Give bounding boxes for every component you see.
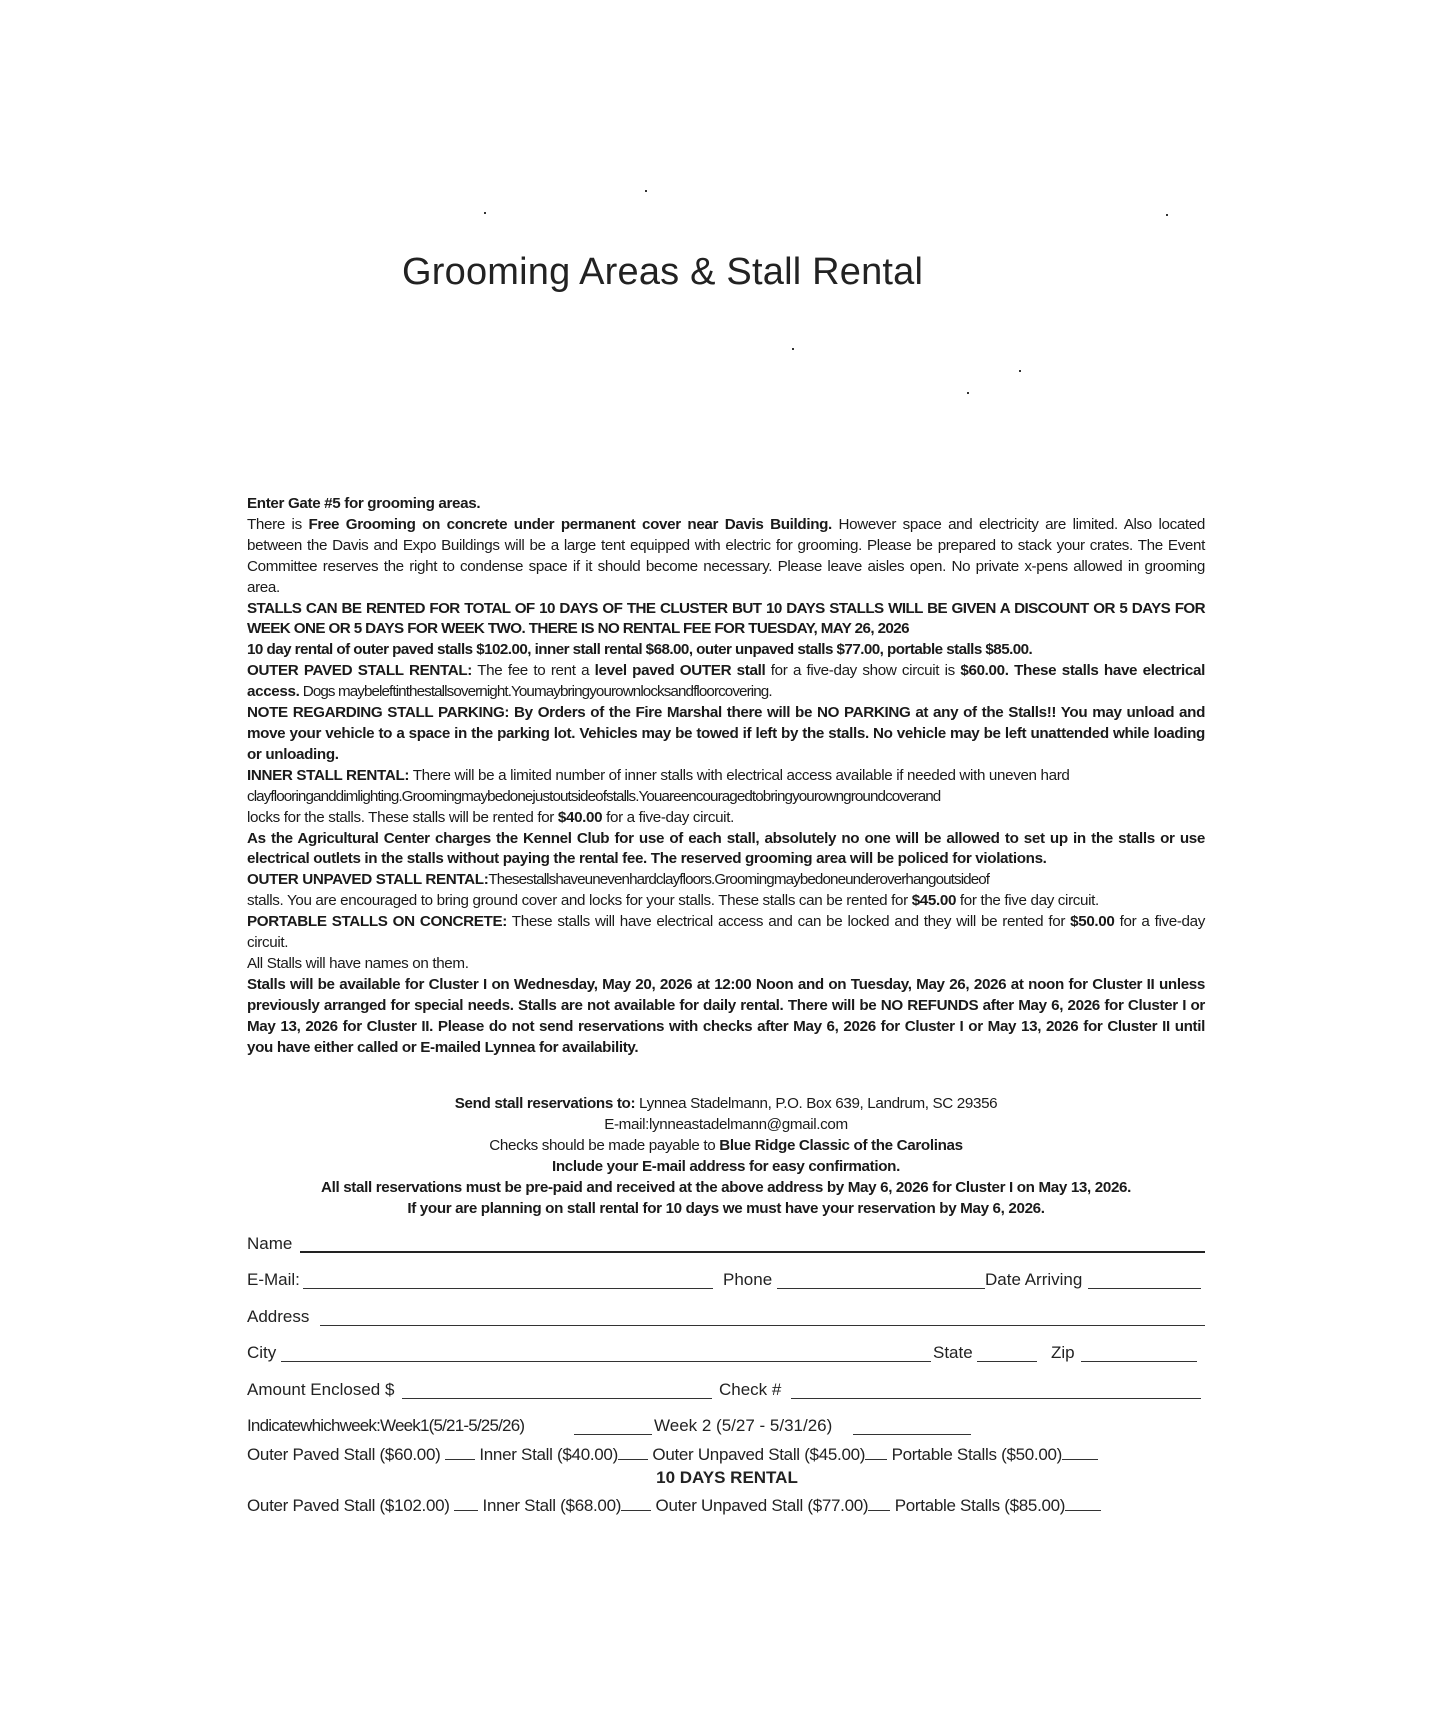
text: These stalls will have electrical access and can be locked and they will be rented for (506, 913, 1071, 931)
option-inner-10day-field[interactable] (621, 1496, 651, 1511)
week2-field[interactable] (853, 1434, 971, 1435)
text: locks for the stalls. These stalls will be rented for (247, 808, 558, 826)
amount-enclosed-field[interactable] (402, 1398, 712, 1399)
inner-stall-line-2: clayflooringanddimlighting.Groomingmaybedonejustoutsideofstalls.Youareencouragedtobringyourowngroundcoverand (247, 787, 941, 805)
state-label: State (933, 1343, 973, 1362)
prepaid-note: All stall reservations must be pre-paid and received at the above address by May 6, 2026 for Cluster I on May 13, 2026. (320, 1178, 1132, 1196)
outer-unpaved-price: $45.00 (911, 892, 957, 910)
option-portable-5day-label: Portable Stalls ($50.00) (891, 1445, 1063, 1464)
text: Dogs maybeleftinthestallsovernight.Youmaybringyourownlocksandfloorcovering. (299, 683, 772, 701)
ten-day-deadline-note: If your are planning on stall rental for 10 days we must have your reservation by May 6, 2026. (407, 1199, 1045, 1217)
text: However space and electricity are limited. Also located between the Davis and Expo Buildings will be a large tent equipped with electric for grooming. Please be prepared to stack your crates. The Event Committee reserves the right to condense space if it should become necessary. Please leave aisles open. No private x-pens allowed in grooming area. (247, 515, 1205, 596)
zip-label: Zip (1051, 1343, 1075, 1362)
names-note: All Stalls will have names on them. (247, 954, 469, 972)
mailing-address: Lynnea Stadelmann, P.O. Box 639, Landrum, SC 29356 (635, 1095, 998, 1112)
ten-day-prices: 10 day rental of outer paved stalls $102.00, inner stall rental $68.00, outer unpaved stalls $77.00, portable stalls $85.00. (247, 641, 1033, 659)
free-grooming-paragraph (247, 515, 1205, 599)
name-label: Name (247, 1234, 293, 1253)
availability-note: Stalls will be available for Cluster I on Wednesday, May 20, 2026 at 12:00 Noon and on Tuesday, May 26, 2026 at noon for Cluster II unless previously arranged for special needs. Stalls are not available for daily rental. There will be NO REFUNDS after May 6, 2026 for Cluster I or May 13, 2026 for Cluster II. Please do not send reservations with checks after May 6, 2026 for Cluster I or May 13, 2026 for Cluster II until you have either called or E-mailed Lynnea for availability. (247, 975, 1205, 1056)
option-outer-unpaved-10day-field[interactable] (868, 1496, 890, 1511)
inner-stall-line-3 (247, 808, 1205, 829)
payment-row (247, 1378, 1207, 1402)
address-field[interactable] (320, 1325, 1205, 1326)
name-field[interactable] (300, 1251, 1205, 1253)
state-field[interactable] (977, 1361, 1037, 1362)
free-grooming-highlight: Free Grooming on concrete under permanent cover near Davis Building. (308, 515, 832, 533)
inner-stall-heading: INNER STALL RENTAL: (247, 766, 410, 784)
contact-section (247, 1094, 1205, 1219)
option-portable-5day-field[interactable] (1062, 1445, 1098, 1460)
text: Thesestallshaveunevenhardclayfloors.Groomingmaybedoneunderoverhangoutsideof (488, 871, 990, 889)
scan-speck (1019, 370, 1021, 372)
scan-speck (1166, 214, 1168, 216)
option-outer-unpaved-10day-label: Outer Unpaved Stall ($77.00) (655, 1496, 869, 1515)
outer-paved-heading: OUTER PAVED STALL RENTAL: (247, 662, 473, 680)
address-row (247, 1305, 1207, 1329)
five-day-options-row (247, 1445, 1098, 1465)
contact-row (247, 1268, 1207, 1292)
date-arriving-field[interactable] (1088, 1288, 1201, 1289)
agricultural-center-note: As the Agricultural Center charges the Kennel Club for use of each stall, absolutely no one will be allowed to set up in the stalls or use electrical outlets in the stalls without paying the rental fee. The reserved grooming area will be policed for violations. (247, 829, 1205, 868)
outer-unpaved-line-1 (247, 870, 1205, 891)
option-portable-10day-field[interactable] (1065, 1496, 1101, 1511)
city-field[interactable] (281, 1361, 931, 1362)
portable-stalls-heading: PORTABLE STALLS ON CONCRETE: (247, 913, 507, 931)
cluster-notice: STALLS CAN BE RENTED FOR TOTAL OF 10 DAYS OF THE CLUSTER BUT 10 DAYS STALLS WILL BE GIVEN A DISCOUNT OR 5 DAYS FOR WEEK ONE OR 5 DAYS FOR WEEK TWO. THERE IS NO RENTAL FEE FOR TUESDAY, MAY 26, 2026 (247, 599, 1205, 638)
text: for a five-day circuit. (602, 808, 734, 826)
parking-note: NOTE REGARDING STALL PARKING: By Orders of the Fire Marshal there will be NO PARKING at any of the Stalls!! You may unload and move your vehicle to a space in the parking lot. Vehicles may be towed if left by the stalls. No vehicle may be left unattended while loading or unloading. (247, 704, 1205, 763)
week-row (247, 1414, 1207, 1438)
week-prompt-label: Indicatewhichweek:Week1(5/21-5/25/26) (247, 1416, 525, 1435)
option-outer-unpaved-5day-label: Outer Unpaved Stall ($45.00) (652, 1445, 866, 1464)
scan-speck (967, 392, 969, 394)
option-outer-paved-5day-field[interactable] (445, 1445, 475, 1460)
send-label: Send stall reservations to: (454, 1095, 636, 1112)
city-label: City (247, 1343, 277, 1362)
outer-paved-price: $60.00. These stalls have electrical access. (247, 662, 1205, 701)
text: There will be a limited number of inner stalls with electrical access available if needed with uneven hard (409, 766, 1070, 784)
check-payee: Blue Ridge Classic of the Carolinas (719, 1136, 963, 1154)
ten-days-rental-heading: 10 DAYS RENTAL (656, 1468, 798, 1487)
include-email-note: Include your E-mail address for easy confirmation. (552, 1157, 900, 1175)
portable-stalls-price: $50.00 (1070, 913, 1115, 931)
phone-label: Phone (723, 1270, 773, 1289)
address-label: Address (247, 1307, 310, 1326)
text: for a five-day show circuit is (765, 662, 961, 680)
phone-field[interactable] (777, 1288, 985, 1289)
option-outer-paved-10day-field[interactable] (454, 1496, 478, 1511)
week1-field[interactable] (574, 1434, 652, 1435)
scan-speck (645, 190, 647, 192)
date-arriving-label: Date Arriving (985, 1270, 1083, 1289)
name-row (247, 1232, 1207, 1256)
rules-section (247, 494, 1205, 1058)
outer-unpaved-line-2 (247, 891, 1205, 912)
option-inner-10day-label: Inner Stall ($68.00) (482, 1496, 622, 1515)
option-outer-paved-10day-label: Outer Paved Stall ($102.00) (247, 1496, 450, 1515)
text: Checks should be made payable to (489, 1136, 720, 1154)
text: There is (247, 515, 309, 533)
inner-stall-price: $40.00 (557, 808, 603, 826)
check-number-label: Check # (719, 1380, 782, 1399)
option-inner-5day-field[interactable] (618, 1445, 648, 1460)
option-portable-10day-label: Portable Stalls ($85.00) (894, 1496, 1066, 1515)
inner-stall-paragraph (247, 766, 1205, 787)
outer-paved-paragraph (247, 661, 1205, 703)
email-label: E-Mail: (247, 1270, 300, 1289)
page-title: Grooming Areas & Stall Rental (402, 251, 924, 294)
zip-field[interactable] (1081, 1361, 1197, 1362)
check-number-field[interactable] (791, 1398, 1201, 1399)
email-field[interactable] (303, 1288, 713, 1289)
text: for the five day circuit. (956, 892, 1099, 910)
text: level paved OUTER stall (594, 662, 766, 680)
week2-label: Week 2 (5/27 - 5/31/26) (654, 1416, 833, 1435)
amount-enclosed-label: Amount Enclosed $ (247, 1380, 395, 1399)
option-inner-5day-label: Inner Stall ($40.00) (479, 1445, 618, 1464)
email-line: E-mail:lynneastadelmann@gmail.com (604, 1115, 848, 1133)
text: stalls. You are encouraged to bring ground cover and locks for your stalls. These stalls can be rented for (247, 892, 912, 910)
text: for a five-day circuit. (247, 913, 1205, 952)
ten-day-options-row (247, 1496, 1101, 1516)
text: The fee to rent a (472, 662, 595, 680)
option-outer-paved-5day-label: Outer Paved Stall ($60.00) (247, 1445, 441, 1464)
option-outer-unpaved-5day-field[interactable] (865, 1445, 887, 1460)
scan-speck (484, 212, 486, 214)
portable-stalls-paragraph (247, 912, 1205, 954)
scan-speck (792, 348, 794, 350)
checks-line (247, 1136, 1205, 1157)
city-row (247, 1341, 1207, 1365)
gate-note: Enter Gate #5 for grooming areas. (247, 495, 481, 512)
outer-unpaved-heading: OUTER UNPAVED STALL RENTAL: (247, 871, 489, 889)
send-to-line (247, 1094, 1205, 1115)
